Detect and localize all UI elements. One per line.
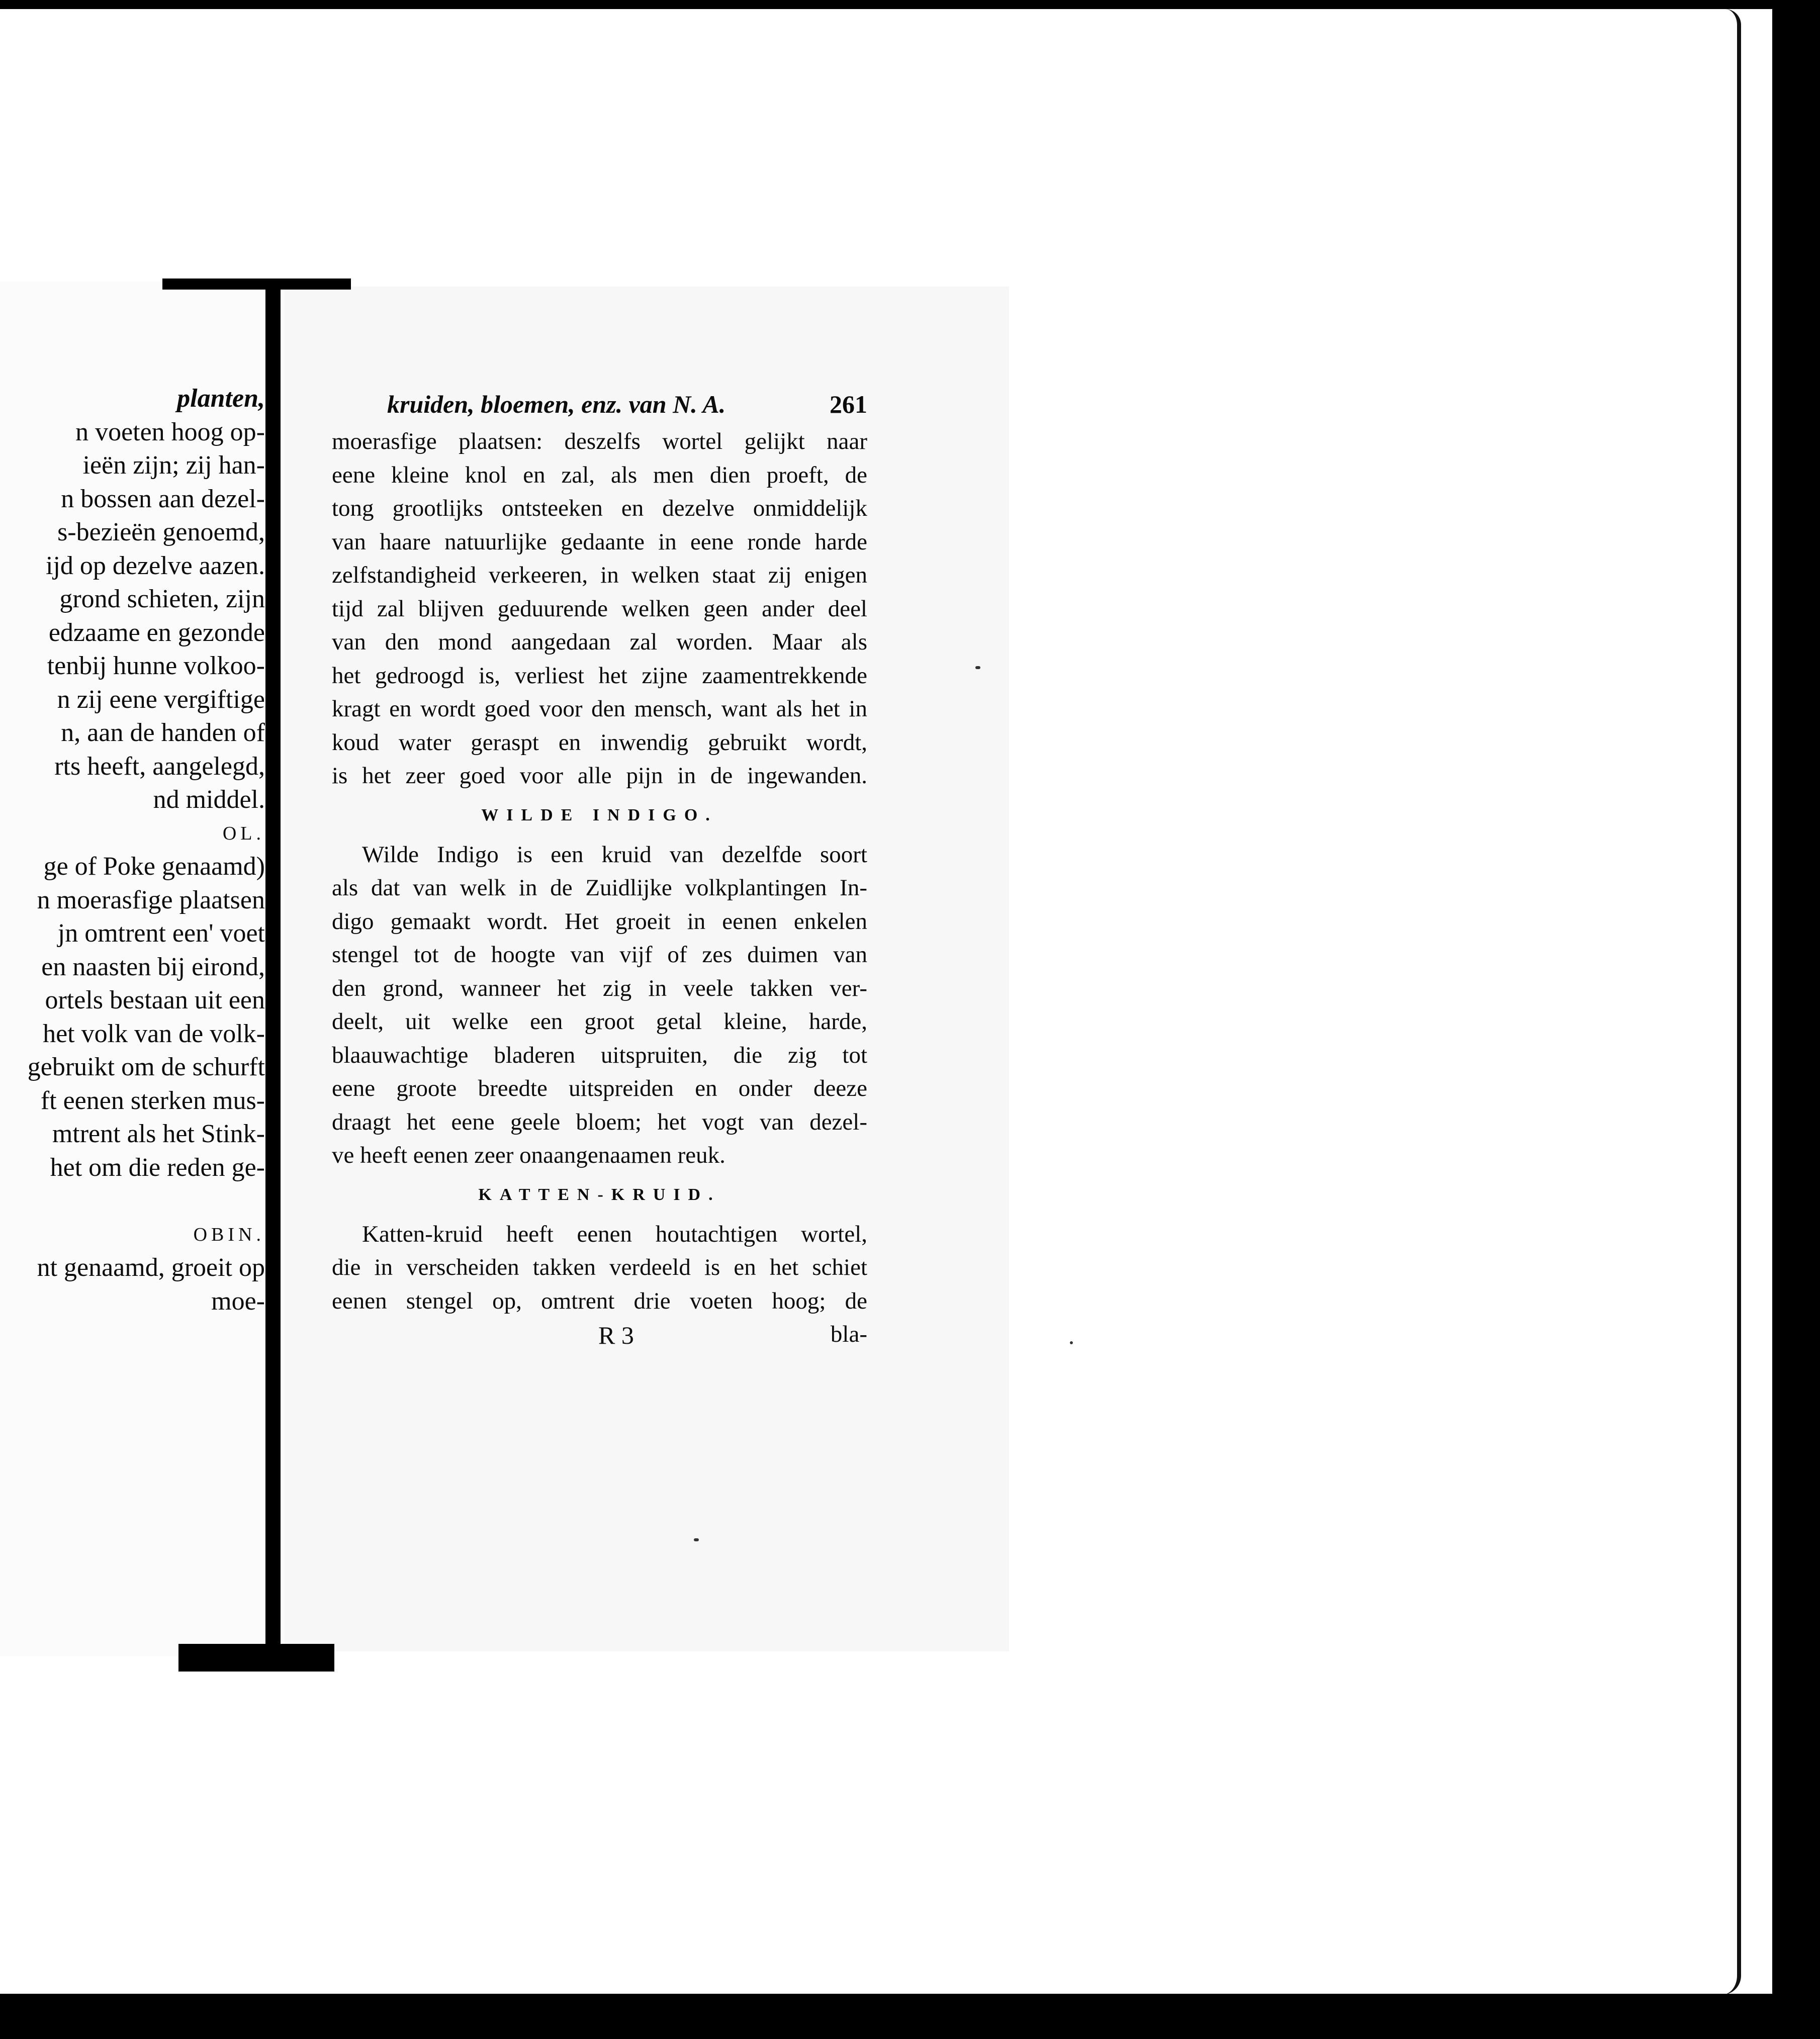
section-heading: OBIN. [193, 1224, 265, 1245]
right-page-text [332, 390, 867, 1361]
section-heading-wilde-indigo: WILDE INDIGO. [481, 805, 718, 824]
text-line: digo gemaakt wordt. Het groeit in eenen enkelen [332, 908, 867, 935]
running-head-title: kruiden, bloemen, enz. van N. A. [387, 390, 726, 418]
text-line: nd middel. [153, 785, 265, 814]
text-line: het om die reden ge- [50, 1153, 265, 1182]
text-line: rts heeft, aangelegd, [54, 752, 265, 781]
text-line: ft eenen sterken mus- [40, 1086, 265, 1115]
section-heading: OL. [222, 822, 265, 844]
text-line: die in verscheiden takken verdeeld is en het schiet [332, 1254, 867, 1280]
text-line: van haare natuurlijke gedaante in eene ronde harde [332, 528, 867, 555]
text-line: tenbij hunne volkoo- [47, 652, 265, 680]
text-line: s-bezieën genoemd, [57, 518, 265, 546]
text-line: tong grootlijks ontsteeken en dezelve onmiddelijk [332, 495, 867, 521]
text-line: van den mond aangedaan zal worden. Maar als [332, 629, 867, 655]
text-line: jn omtrent een' voet [57, 919, 265, 948]
page-number: 261 [830, 390, 867, 418]
catchword: bla- [830, 1321, 867, 1347]
text-line: en naasten bij eirond, [41, 952, 265, 981]
text-line: zelfstandigheid verkeeren, in welken staat zij enigen [332, 562, 867, 588]
text-line: kragt en wordt goed voor den mensch, want als het in [332, 696, 867, 722]
text-line: ortels bestaan uit een [45, 986, 265, 1014]
text-line: grond schieten, zijn [59, 585, 265, 613]
text-line: n zij eene vergiftige [57, 685, 265, 714]
scan-speck [694, 1538, 699, 1541]
text-line: eene groote breedte uitspreiden en onder deeze [332, 1075, 867, 1101]
text-line: koud water geraspt en inwendig gebruikt wordt, [332, 729, 867, 756]
book-clamp-bottom [178, 1644, 334, 1672]
scan-speck [975, 666, 980, 669]
book-clamp-bar [265, 282, 281, 1649]
blank-line [0, 1184, 265, 1218]
text-line: n voeten hoog op- [75, 417, 265, 446]
left-page [0, 282, 284, 1656]
left-page-text [0, 382, 265, 1318]
text-line: moerasfige plaatsen: deszelfs wortel gelijkt naar [332, 428, 867, 454]
text-line: n, aan de handen of [61, 718, 265, 747]
text-line: n bossen aan dezel- [61, 484, 265, 513]
catchword: moe- [211, 1286, 265, 1316]
running-head [332, 390, 867, 425]
scan-speck [1070, 1341, 1073, 1344]
text-line: gebruikt om de schurft [27, 1053, 265, 1081]
text-line: ieën zijn; zij han- [82, 451, 265, 480]
section-heading-katten-kruid: KATTEN-KRUID. [478, 1185, 721, 1204]
text-line: den grond, wanneer het zig in veele takken ver- [332, 975, 867, 1001]
book-clamp-top [162, 279, 351, 290]
scan-border-top [0, 0, 1820, 9]
text-line: is het zeer goed voor alle pijn in de ingewanden. [332, 763, 867, 789]
text-line: deelt, uit welke een groot getal kleine, harde, [332, 1008, 867, 1035]
page-footer [332, 1321, 867, 1361]
text-line: stengel tot de hoogte van vijf of zes duimen van [332, 942, 867, 968]
scan-border-bottom [0, 1994, 1820, 2039]
text-line: het volk van de volk- [43, 1019, 265, 1048]
text-line: ve heeft eenen zeer onaangenaamen reuk. [332, 1142, 725, 1168]
text-line: mtrent als het Stink- [52, 1120, 265, 1148]
signature-mark: R 3 [598, 1321, 634, 1349]
text-line: tijd zal blijven geduurende welken geen ander deel [332, 595, 867, 622]
text-line: blaauwachtige bladeren uitspruiten, die zig tot [332, 1042, 867, 1068]
text-line: eenen stengel op, omtrent drie voeten hoog; de [332, 1287, 867, 1314]
text-line: n moerasfige plaatsen [37, 885, 265, 914]
mount-card-edge [1722, 9, 1741, 1995]
text-line: Katten-kruid heeft eenen houtachtigen wortel, [362, 1221, 867, 1247]
text-line: ijd op dezelve aazen. [46, 551, 265, 580]
text-line: edzaame en gezonde [48, 618, 265, 647]
text-line: eene kleine knol en zal, als men dien proeft, de [332, 461, 867, 488]
text-line: als dat van welk in de Zuidlijke volkplantingen In- [332, 875, 867, 901]
left-running-head: planten, [177, 384, 265, 413]
text-line: het gedroogd is, verliest het zijne zaamentrekkende [332, 662, 867, 689]
text-line: draagt het eene geele bloem; het vogt van dezel- [332, 1108, 867, 1135]
scan-border-right [1772, 0, 1820, 2039]
text-line: ge of Poke genaamd) [43, 852, 265, 881]
text-line: Wilde Indigo is een kruid van dezelfde soort [362, 841, 867, 868]
text-line: nt genaamd, groeit op [37, 1253, 265, 1282]
